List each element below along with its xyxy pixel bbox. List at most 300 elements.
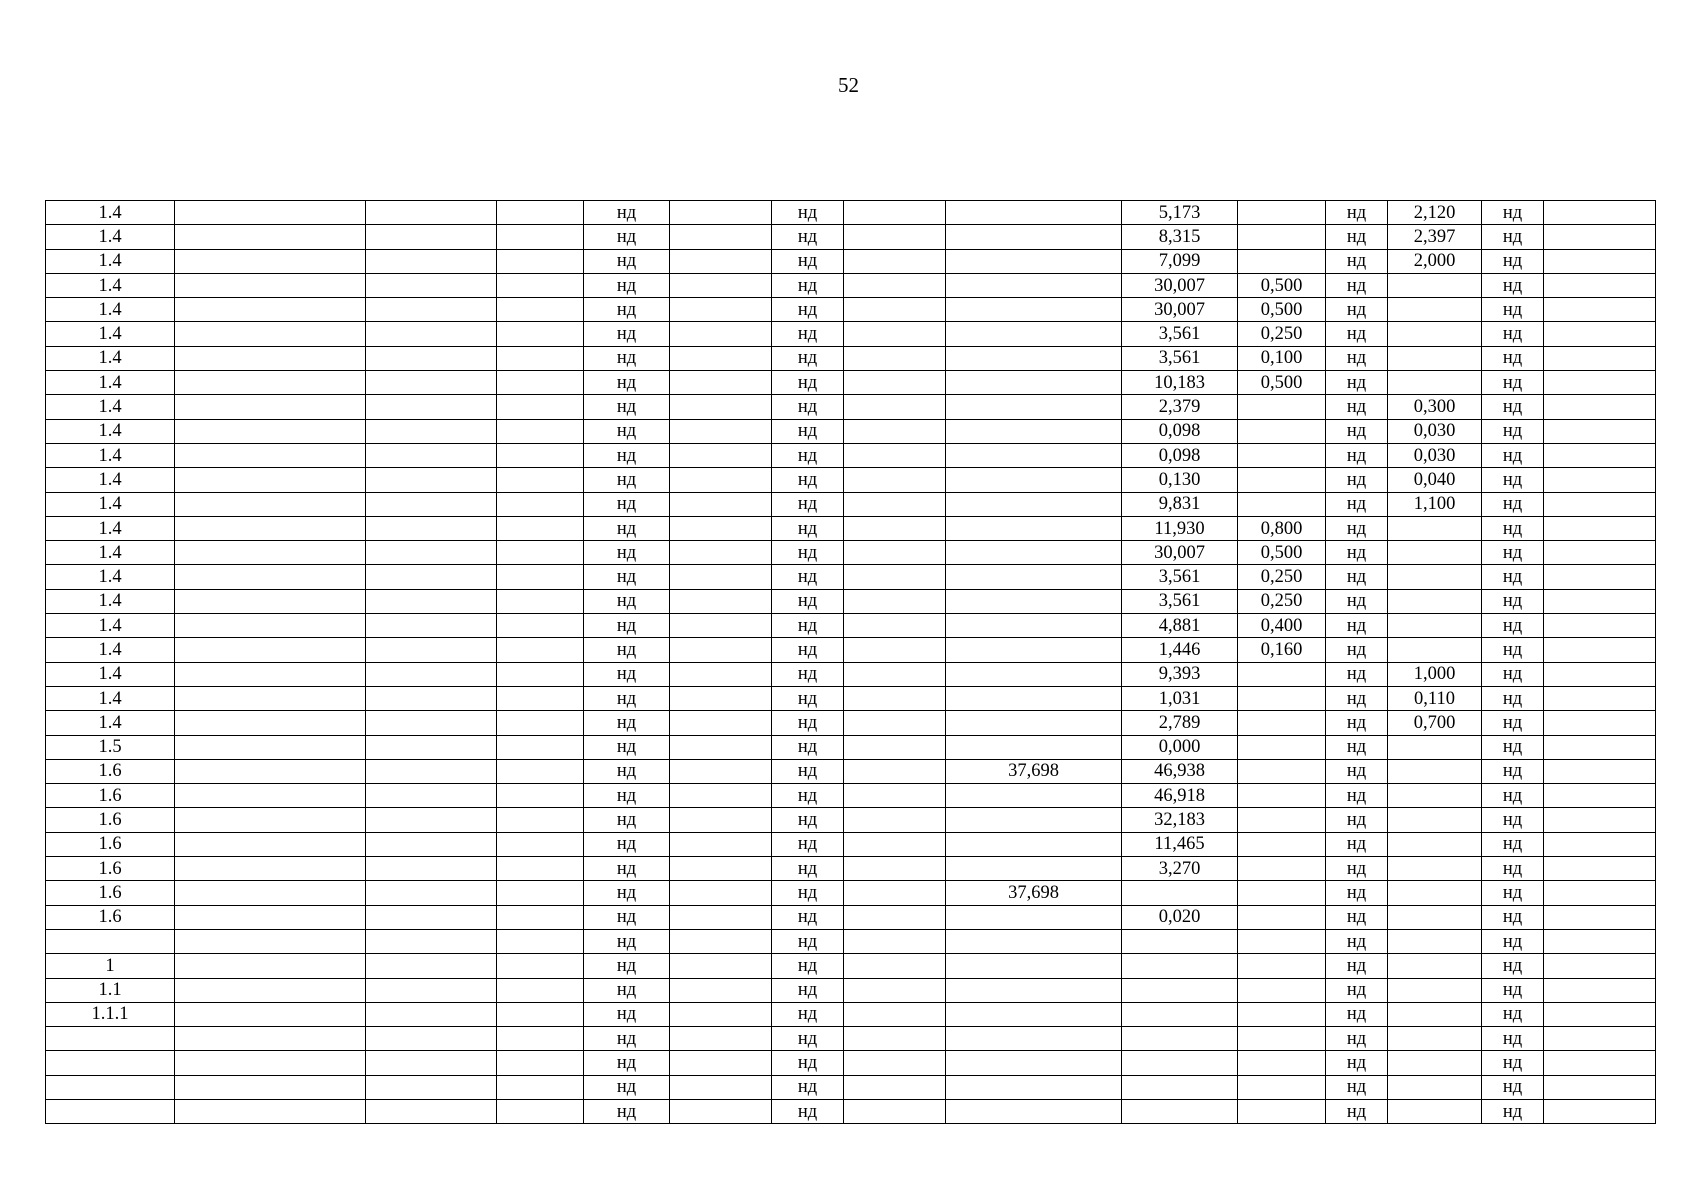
table-cell	[175, 881, 366, 905]
table-cell	[1388, 857, 1482, 881]
table-cell: нд	[584, 614, 670, 638]
table-cell	[670, 273, 772, 297]
table-cell	[946, 1051, 1122, 1075]
table-cell	[670, 443, 772, 467]
table-cell: нд	[1482, 516, 1544, 540]
table-cell	[1388, 322, 1482, 346]
table-row	[46, 1027, 1656, 1051]
table-cell: нд	[772, 589, 844, 613]
table-row	[46, 322, 1656, 346]
table-cell: нд	[772, 1051, 844, 1075]
table-cell	[175, 662, 366, 686]
table-cell	[946, 832, 1122, 856]
table-cell	[844, 1099, 946, 1123]
table-cell	[1544, 686, 1656, 710]
table-cell: 0,160	[1238, 638, 1326, 662]
table-cell: нд	[584, 832, 670, 856]
table-cell	[946, 1002, 1122, 1026]
table-cell	[946, 662, 1122, 686]
table-cell	[1544, 492, 1656, 516]
table-row	[46, 395, 1656, 419]
table-cell: нд	[1482, 759, 1544, 783]
table-cell	[497, 225, 584, 249]
table-cell: 0,030	[1388, 419, 1482, 443]
table-cell	[1238, 905, 1326, 929]
table-cell	[1238, 201, 1326, 225]
table-row	[46, 419, 1656, 443]
table-cell	[175, 419, 366, 443]
table-cell: нд	[584, 346, 670, 370]
table-cell	[946, 395, 1122, 419]
table-cell	[946, 298, 1122, 322]
table-cell: 1.4	[46, 443, 175, 467]
table-cell	[670, 516, 772, 540]
table-cell	[497, 662, 584, 686]
table-cell	[670, 492, 772, 516]
table-cell	[1388, 614, 1482, 638]
table-cell: нд	[772, 978, 844, 1002]
table-cell: нд	[1482, 711, 1544, 735]
table-cell	[1388, 929, 1482, 953]
table-cell	[844, 881, 946, 905]
table-cell	[366, 298, 497, 322]
table-cell	[844, 371, 946, 395]
table-cell	[1238, 784, 1326, 808]
table-cell	[175, 395, 366, 419]
table-cell	[1388, 784, 1482, 808]
table-cell: 0,500	[1238, 298, 1326, 322]
table-cell: 2,379	[1122, 395, 1238, 419]
table-cell	[670, 1099, 772, 1123]
table-cell: нд	[1326, 273, 1388, 297]
table-cell	[844, 686, 946, 710]
table-cell	[497, 516, 584, 540]
table-cell	[1388, 298, 1482, 322]
table-cell	[497, 857, 584, 881]
table-cell	[670, 978, 772, 1002]
table-cell: нд	[584, 1027, 670, 1051]
table-cell	[946, 978, 1122, 1002]
table-cell	[175, 201, 366, 225]
table-cell: нд	[1326, 857, 1388, 881]
table-cell	[670, 589, 772, 613]
table-cell: нд	[772, 565, 844, 589]
table-cell	[1238, 857, 1326, 881]
table-cell: 0,000	[1122, 735, 1238, 759]
page-number: 52	[838, 73, 859, 97]
table-cell: нд	[584, 298, 670, 322]
table-cell	[175, 1027, 366, 1051]
table-cell: 0,250	[1238, 589, 1326, 613]
table-cell	[946, 1075, 1122, 1099]
table-cell: нд	[584, 784, 670, 808]
table-row	[46, 638, 1656, 662]
table-cell	[175, 1075, 366, 1099]
table-cell	[366, 978, 497, 1002]
table-cell	[1544, 395, 1656, 419]
table-cell: нд	[584, 201, 670, 225]
table-cell: 5,173	[1122, 201, 1238, 225]
table-cell	[670, 249, 772, 273]
table-cell	[670, 322, 772, 346]
table-cell	[946, 273, 1122, 297]
table-cell	[946, 322, 1122, 346]
table-cell: нд	[1482, 298, 1544, 322]
table-cell	[497, 419, 584, 443]
table-cell: нд	[1326, 905, 1388, 929]
table-cell	[946, 686, 1122, 710]
table-cell	[1238, 492, 1326, 516]
table-cell: 0,500	[1238, 541, 1326, 565]
table-cell: 1.4	[46, 371, 175, 395]
table-cell	[366, 589, 497, 613]
table-cell	[844, 249, 946, 273]
table-cell	[366, 711, 497, 735]
table-cell: нд	[1482, 881, 1544, 905]
table-cell	[1388, 273, 1482, 297]
table-cell	[1544, 322, 1656, 346]
table-cell	[366, 1051, 497, 1075]
table-cell: нд	[772, 298, 844, 322]
table-cell: 1.1	[46, 978, 175, 1002]
table-cell	[366, 225, 497, 249]
table-cell	[946, 443, 1122, 467]
table-cell	[175, 589, 366, 613]
table-cell	[1388, 638, 1482, 662]
table-cell: 1,100	[1388, 492, 1482, 516]
table-cell: 1.4	[46, 201, 175, 225]
table-cell	[844, 978, 946, 1002]
table-cell	[1544, 1075, 1656, 1099]
table-cell	[844, 1051, 946, 1075]
table-cell: 1.6	[46, 808, 175, 832]
table-cell: нд	[584, 808, 670, 832]
table-cell	[175, 711, 366, 735]
table-cell: нд	[584, 225, 670, 249]
table-cell	[175, 808, 366, 832]
table-cell: нд	[584, 468, 670, 492]
table-cell	[497, 395, 584, 419]
table-cell: нд	[1326, 1075, 1388, 1099]
table-cell	[497, 201, 584, 225]
table-cell	[1238, 978, 1326, 1002]
table-cell: нд	[584, 978, 670, 1002]
table-cell	[946, 371, 1122, 395]
table-cell	[366, 808, 497, 832]
table-cell: нд	[772, 638, 844, 662]
table-cell	[670, 759, 772, 783]
table-cell	[366, 735, 497, 759]
table-cell	[175, 638, 366, 662]
table-cell	[1238, 832, 1326, 856]
table-cell	[1544, 371, 1656, 395]
table-cell	[175, 249, 366, 273]
table-cell	[497, 784, 584, 808]
table-cell	[844, 395, 946, 419]
table-cell: 1.4	[46, 346, 175, 370]
table-cell: 1.4	[46, 419, 175, 443]
table-cell	[1388, 759, 1482, 783]
table-cell	[175, 1099, 366, 1123]
table-cell: нд	[1482, 832, 1544, 856]
table-cell: 1	[46, 954, 175, 978]
table-cell	[497, 711, 584, 735]
table-cell: нд	[1482, 201, 1544, 225]
table-cell	[670, 638, 772, 662]
table-cell	[946, 784, 1122, 808]
table-cell	[1544, 468, 1656, 492]
table-cell: нд	[584, 881, 670, 905]
table-cell	[946, 929, 1122, 953]
table-cell: нд	[1326, 346, 1388, 370]
table-cell	[1238, 1075, 1326, 1099]
table-cell	[1238, 662, 1326, 686]
table-cell	[366, 468, 497, 492]
table-cell: нд	[584, 249, 670, 273]
table-cell: 1.4	[46, 322, 175, 346]
table-cell	[366, 371, 497, 395]
table-cell	[366, 759, 497, 783]
table-cell	[844, 346, 946, 370]
table-cell	[366, 881, 497, 905]
table-cell: нд	[584, 954, 670, 978]
table-cell: 3,561	[1122, 322, 1238, 346]
table-cell	[1238, 808, 1326, 832]
table-cell: нд	[772, 905, 844, 929]
table-cell: нд	[772, 395, 844, 419]
table-cell: нд	[1326, 298, 1388, 322]
table-cell	[1238, 1002, 1326, 1026]
table-cell	[175, 735, 366, 759]
table-cell	[1238, 225, 1326, 249]
table-cell	[670, 395, 772, 419]
table-cell	[844, 541, 946, 565]
table-cell: нд	[1482, 1002, 1544, 1026]
table-cell	[497, 298, 584, 322]
table-cell	[1388, 881, 1482, 905]
table-cell	[175, 371, 366, 395]
table-cell	[1544, 759, 1656, 783]
table-cell: 0,250	[1238, 565, 1326, 589]
table-cell	[844, 492, 946, 516]
table-cell: нд	[1482, 857, 1544, 881]
table-cell	[46, 929, 175, 953]
table-row	[46, 808, 1656, 832]
table-cell: нд	[1482, 784, 1544, 808]
table-cell: нд	[584, 589, 670, 613]
table-cell: нд	[1326, 443, 1388, 467]
table-cell	[670, 832, 772, 856]
table-cell	[497, 565, 584, 589]
table-cell	[366, 249, 497, 273]
table-cell	[1388, 954, 1482, 978]
table-cell: 0,020	[1122, 905, 1238, 929]
table-cell: нд	[584, 322, 670, 346]
table-row	[46, 273, 1656, 297]
table-cell: нд	[1482, 346, 1544, 370]
table-cell: нд	[772, 516, 844, 540]
table-cell	[1544, 1027, 1656, 1051]
table-cell: нд	[1482, 929, 1544, 953]
table-cell: нд	[1326, 589, 1388, 613]
table-cell: 1.6	[46, 881, 175, 905]
table-cell	[1388, 905, 1482, 929]
table-cell: 1.4	[46, 662, 175, 686]
table-cell: нд	[1482, 735, 1544, 759]
table-cell	[1544, 662, 1656, 686]
table-cell	[1544, 881, 1656, 905]
table-cell: нд	[772, 322, 844, 346]
table-cell	[497, 686, 584, 710]
table-cell	[497, 492, 584, 516]
table-cell	[497, 881, 584, 905]
table-cell	[946, 711, 1122, 735]
table-row	[46, 565, 1656, 589]
table-cell: 1.6	[46, 784, 175, 808]
table-cell: 0,098	[1122, 419, 1238, 443]
table-cell: 30,007	[1122, 273, 1238, 297]
table-cell	[366, 322, 497, 346]
table-cell: нд	[1326, 468, 1388, 492]
table-cell	[946, 638, 1122, 662]
table-cell	[1544, 929, 1656, 953]
table-cell	[670, 225, 772, 249]
table-cell	[670, 565, 772, 589]
table-cell	[844, 784, 946, 808]
table-cell	[366, 832, 497, 856]
table-row	[46, 929, 1656, 953]
table-cell: нд	[1482, 468, 1544, 492]
table-row	[46, 759, 1656, 783]
table-cell	[946, 589, 1122, 613]
table-cell	[1388, 1051, 1482, 1075]
table-cell	[1122, 1002, 1238, 1026]
table-cell: 11,465	[1122, 832, 1238, 856]
table-cell: нд	[1326, 686, 1388, 710]
table-cell: 1.4	[46, 614, 175, 638]
table-cell	[366, 443, 497, 467]
table-cell: 1.5	[46, 735, 175, 759]
table-cell	[1238, 395, 1326, 419]
table-cell: нд	[1326, 492, 1388, 516]
table-cell: 1.4	[46, 298, 175, 322]
table-cell	[366, 614, 497, 638]
table-cell: нд	[1482, 541, 1544, 565]
table-cell	[1544, 638, 1656, 662]
table-cell: нд	[772, 881, 844, 905]
table-cell: нд	[584, 905, 670, 929]
table-cell: нд	[1326, 201, 1388, 225]
table-cell: 1,446	[1122, 638, 1238, 662]
table-cell	[1544, 346, 1656, 370]
table-cell	[1122, 978, 1238, 1002]
table-cell	[844, 614, 946, 638]
table-cell	[1544, 784, 1656, 808]
table-cell: нд	[1326, 711, 1388, 735]
table-cell: нд	[584, 492, 670, 516]
table-cell	[366, 541, 497, 565]
table-cell: 1.4	[46, 468, 175, 492]
table-row	[46, 371, 1656, 395]
table-cell	[1544, 857, 1656, 881]
table-cell	[497, 1002, 584, 1026]
table-cell	[1238, 954, 1326, 978]
table-cell	[844, 735, 946, 759]
table-cell: нд	[1326, 881, 1388, 905]
table-cell	[1544, 905, 1656, 929]
table-cell: нд	[1326, 1002, 1388, 1026]
table-cell	[946, 541, 1122, 565]
table-cell	[1544, 832, 1656, 856]
table-cell	[844, 857, 946, 881]
table-cell: нд	[1326, 1027, 1388, 1051]
table-cell	[1544, 225, 1656, 249]
table-cell	[366, 419, 497, 443]
table-cell: нд	[1326, 759, 1388, 783]
table-cell: 0,500	[1238, 273, 1326, 297]
table-cell	[670, 541, 772, 565]
table-cell	[1544, 273, 1656, 297]
table-cell: 1.4	[46, 711, 175, 735]
table-cell: 1.4	[46, 225, 175, 249]
table-cell: 0,400	[1238, 614, 1326, 638]
table-cell: нд	[772, 1075, 844, 1099]
table-cell: 0,040	[1388, 468, 1482, 492]
table-cell: нд	[772, 225, 844, 249]
table-cell	[1544, 516, 1656, 540]
table-cell	[175, 273, 366, 297]
table-cell: нд	[1482, 662, 1544, 686]
table-cell	[46, 1051, 175, 1075]
table-cell	[1238, 686, 1326, 710]
table-cell	[670, 881, 772, 905]
table-cell	[946, 735, 1122, 759]
table-cell	[670, 929, 772, 953]
table-cell: 7,099	[1122, 249, 1238, 273]
table-cell	[844, 565, 946, 589]
table-cell: нд	[772, 832, 844, 856]
table-cell	[946, 565, 1122, 589]
table-cell: нд	[1482, 419, 1544, 443]
table-cell: нд	[584, 662, 670, 686]
table-cell	[1544, 978, 1656, 1002]
table-cell	[670, 1075, 772, 1099]
table-cell	[670, 1002, 772, 1026]
table-cell	[1238, 1051, 1326, 1075]
table-cell	[497, 1099, 584, 1123]
data-table	[45, 200, 1656, 1124]
table-cell: нд	[584, 516, 670, 540]
table-cell: нд	[772, 371, 844, 395]
table-cell: нд	[1482, 273, 1544, 297]
table-cell	[1388, 371, 1482, 395]
table-cell	[844, 298, 946, 322]
table-cell	[1388, 735, 1482, 759]
table-cell	[366, 1099, 497, 1123]
table-cell	[946, 419, 1122, 443]
table-cell: 1.4	[46, 516, 175, 540]
table-row	[46, 249, 1656, 273]
table-cell	[844, 954, 946, 978]
table-cell	[366, 857, 497, 881]
table-row	[46, 443, 1656, 467]
table-cell: нд	[1482, 686, 1544, 710]
table-cell	[175, 832, 366, 856]
table-cell: нд	[584, 371, 670, 395]
table-cell	[946, 614, 1122, 638]
table-cell	[670, 662, 772, 686]
table-cell	[946, 905, 1122, 929]
